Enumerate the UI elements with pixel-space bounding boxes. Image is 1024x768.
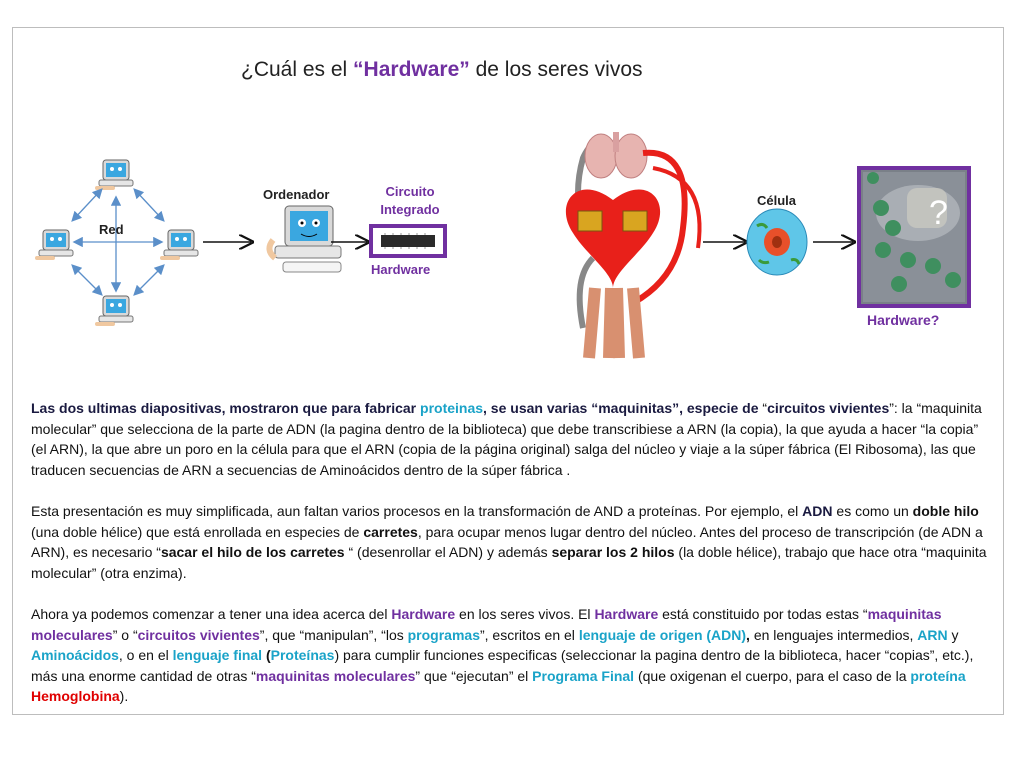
text-span: ”, que “manipulan”, “los xyxy=(259,626,408,643)
text-span: proteína xyxy=(910,667,966,684)
question-mark: ? xyxy=(929,194,948,232)
text-span: ” o “ xyxy=(112,626,138,643)
paragraph-1 xyxy=(31,398,991,480)
text-span: en los seres vivos. El xyxy=(455,606,595,622)
title-prefix: ¿Cuál es el xyxy=(241,58,354,81)
text-span: lenguaje de origen (ADN) xyxy=(578,626,747,643)
text-span: Aminoácidos xyxy=(31,647,119,663)
text-span: circuitos vivientes xyxy=(767,400,890,416)
text-span: y xyxy=(947,626,959,643)
text-span: (la doble hélice), trabajo que hace otra “maquinita molecular” (otra enzima). xyxy=(31,544,987,581)
title-suffix: de los seres vivos xyxy=(469,58,643,81)
text-span: separar los 2 hilos xyxy=(551,544,675,560)
hardware-question-label: Hardware? xyxy=(867,312,940,328)
text-span: está constituido por todas estas “ xyxy=(658,606,868,622)
text-span: ). xyxy=(119,688,129,704)
text-span: , se usan varias “maquinitas”, especie de xyxy=(483,400,763,416)
computer-icon xyxy=(95,296,133,326)
computer-icon xyxy=(35,230,73,260)
text-span: ( xyxy=(262,647,271,663)
text-span: carretes xyxy=(363,523,418,540)
text-span: doble hilo xyxy=(912,503,979,519)
text-span: lenguaje final xyxy=(172,647,263,663)
text-span: , o en el xyxy=(118,647,173,663)
text-span: “ (desenrollar el ADN) y además xyxy=(344,544,552,560)
hardware-label: Hardware xyxy=(371,262,431,277)
text-span: la “maquinita molecular” que selecciona de la parte de ADN (la pagina dentro de la biblioteca) que debe transcribiese a ARN (la copia), la que ayuda a hacer “la copia” (el ARN), la que abre un poro en la célula para que el ARN (copia de la página original) salga del núcleo y viaje a la súper fábrica (El Ribosoma), las que traducen secuencias de ARN a secuencias de Aminoácidos dentro de la súper fábrica . xyxy=(31,400,982,478)
text-span: proteinas xyxy=(420,400,484,416)
text-span: maquinitas moleculares xyxy=(255,667,416,684)
text-span: Las dos ultimas diapositivas, mostraron que para fabricar xyxy=(31,400,421,416)
text-span: ”: xyxy=(889,400,898,416)
celula-label: Célula xyxy=(757,193,797,208)
text-span: programas xyxy=(407,626,480,643)
cell-icon xyxy=(747,209,807,275)
text-span: ARN xyxy=(917,626,948,643)
text-span: ” que “ejecutan” el xyxy=(415,667,533,684)
text-span: Proteínas xyxy=(270,647,335,663)
circuito-label: Circuito Integrado xyxy=(380,184,440,217)
ordenador-label: Ordenador xyxy=(263,187,330,202)
text-span: Programa Final xyxy=(532,667,635,684)
text-span: , xyxy=(746,626,750,643)
text-span: ”, escritos en el xyxy=(479,626,579,643)
text-span: sacar el hilo de los carretes xyxy=(160,544,345,560)
text-span: Hemoglobina xyxy=(31,688,120,704)
computer-icon xyxy=(269,206,341,272)
text-span: (que oxigenan el cuerpo, para el caso de la xyxy=(634,667,911,684)
paragraph-2 xyxy=(31,501,991,583)
text-span: es como un xyxy=(832,503,913,519)
molecular-machine-image xyxy=(859,168,969,306)
text-span: , para ocupar menos lugar dentro del núcleo. Antes del proceso de transcripción (de ADN a ARN), es necesario “ xyxy=(31,523,983,560)
diagram xyxy=(13,28,1005,368)
text-span: maquinitas moleculares xyxy=(31,606,942,643)
text-span: “ xyxy=(762,400,768,416)
text-span: (una doble hélice) que está enrollada en especies de xyxy=(31,523,364,540)
chip-icon xyxy=(371,226,445,256)
paragraph-3 xyxy=(31,604,991,707)
text-span: Hardware xyxy=(594,606,659,622)
text-span: Ahora ya podemos comenzar a tener una idea acerca del xyxy=(31,606,392,622)
network-diagram xyxy=(35,160,198,326)
title-highlight: “Hardware” xyxy=(353,58,470,81)
text-span: ADN xyxy=(802,503,833,519)
text-span: ) para cumplir funciones especificas (seleccionar la pagina dentro de la biblioteca, hacer “copias”, etc.), más una enorme cantidad de otras “ xyxy=(31,647,974,684)
body-text xyxy=(31,398,991,728)
text-span: en lenguajes intermedios, xyxy=(749,626,918,643)
text-span: Hardware xyxy=(391,606,456,622)
slide xyxy=(12,27,1004,715)
text-span: Esta presentación es muy simplificada, aun faltan varios procesos en la transformación de AND a proteínas. Por ejemplo, el xyxy=(31,503,803,519)
text-span: circuitos vivientes xyxy=(137,626,260,643)
computer-icon xyxy=(95,160,133,190)
body-circulation-illustration xyxy=(566,132,700,358)
red-label: Red xyxy=(99,222,124,237)
computer-icon xyxy=(160,230,198,260)
